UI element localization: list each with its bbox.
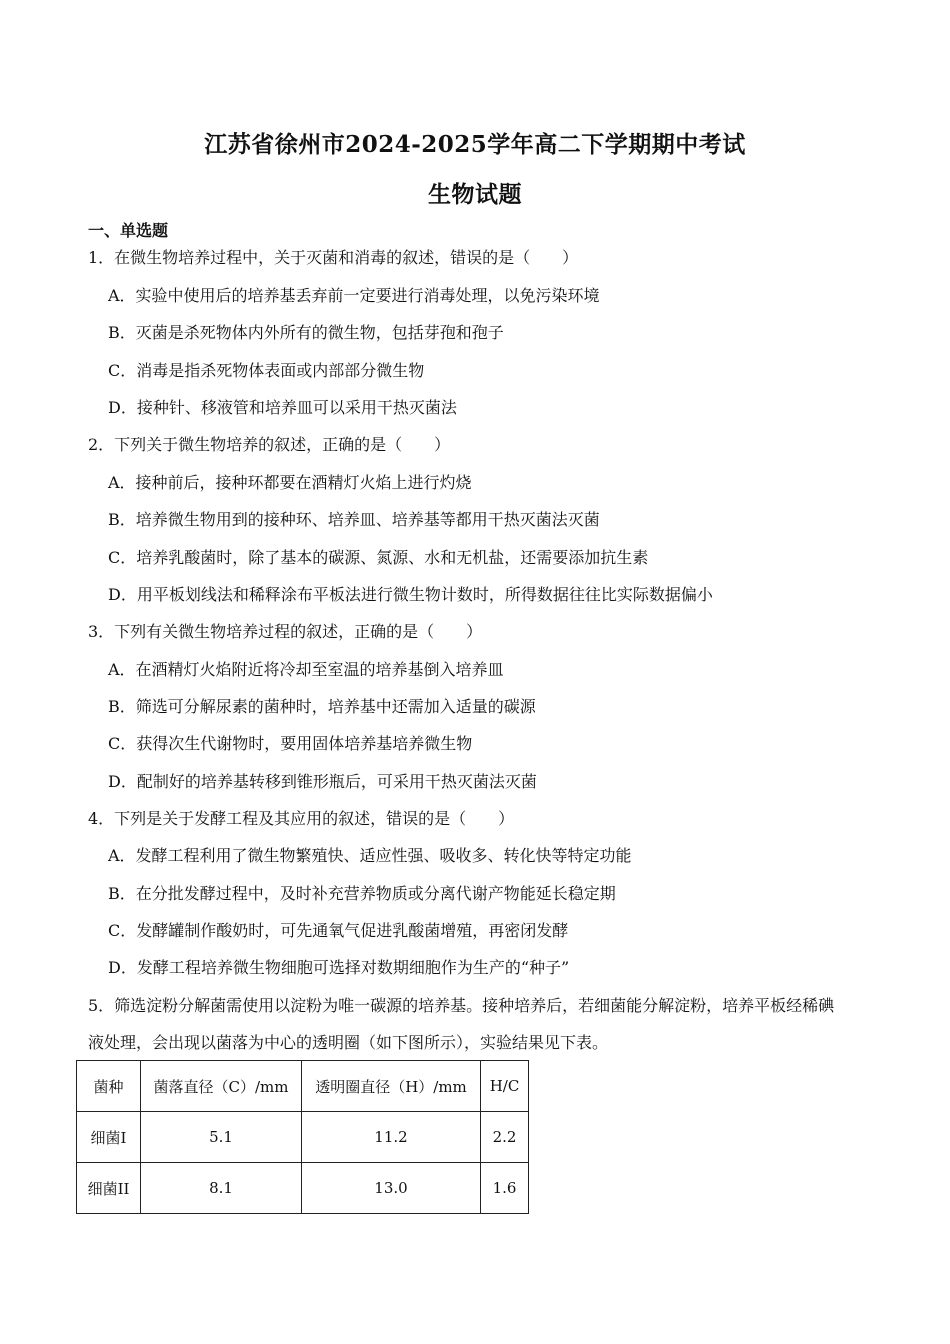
question-3-option-c: C．获得次生代谢物时，要用固体培养基培养微生物 [108,734,473,753]
question-2-option-b: B．培养微生物用到的接种环、培养皿、培养基等都用干热灭菌法灭菌 [108,510,600,529]
table-header-cell: 菌种 [77,1061,141,1112]
question-4-option-c: C．发酵罐制作酸奶时，可先通氧气促进乳酸菌增殖，再密闭发酵 [108,921,569,940]
question-4-option-b: B．在分批发酵过程中，及时补充营养物质或分离代谢产物能延长稳定期 [108,884,616,903]
question-3-option-a: A．在酒精灯火焰附近将冷却至室温的培养基倒入培养皿 [108,660,504,679]
question-3-option-d: D．配制好的培养基转移到锥形瓶后，可采用干热灭菌法灭菌 [108,772,537,791]
table-header-row [77,1061,529,1112]
table-cell: 2.2 [481,1112,529,1163]
table-cell: 8.1 [141,1163,302,1214]
table-cell: 13.0 [302,1163,481,1214]
question-2-stem: 2．下列关于微生物培养的叙述，正确的是（ ） [88,435,451,454]
table-header-cell: 菌落直径（C）/mm [141,1061,302,1112]
question-1-stem: 1．在微生物培养过程中，关于灭菌和消毒的叙述，错误的是（ ） [88,248,579,267]
table-row [77,1112,529,1163]
question-1-option-b: B．灭菌是杀死物体内外所有的微生物，包括芽孢和孢子 [108,323,504,342]
question-4-option-d: D．发酵工程培养微生物细胞可选择对数期细胞作为生产的“种子” [108,958,570,977]
question-2-option-d: D．用平板划线法和稀释涂布平板法进行微生物计数时，所得数据往往比实际数据偏小 [108,585,713,604]
table-header-cell: H/C [481,1061,529,1112]
question-4-stem: 4．下列是关于发酵工程及其应用的叙述，错误的是（ ） [88,809,515,828]
question-2-option-c: C．培养乳酸菌时，除了基本的碳源、氮源、水和无机盐，还需要添加抗生素 [108,548,649,567]
question-3-option-b: B．筛选可分解尿素的菌种时，培养基中还需加入适量的碳源 [108,697,536,716]
question-5-stem-line2: 液处理，会出现以菌落为中心的透明圈（如下图所示），实验结果见下表。 [88,1033,609,1052]
table-cell: 细菌I [77,1112,141,1163]
section-heading: 一、单选题 [88,221,169,240]
results-table [76,1060,529,1214]
table-row [77,1163,529,1214]
document-title: 江苏省徐州市2024-2025学年高二下学期期中考试 [204,131,746,158]
question-1-option-c: C．消毒是指杀死物体表面或内部部分微生物 [108,361,425,380]
question-1-option-d: D．接种针、移液管和培养皿可以采用干热灭菌法 [108,398,457,417]
table-cell: 11.2 [302,1112,481,1163]
table-cell: 5.1 [141,1112,302,1163]
question-5-stem-line1: 5．筛选淀粉分解菌需使用以淀粉为唯一碳源的培养基。接种培养后，若细菌能分解淀粉，培养平板经稀碘 [88,996,835,1015]
table-header-cell: 透明圈直径（H）/mm [302,1061,481,1112]
question-3-stem: 3．下列有关微生物培养过程的叙述，正确的是（ ） [88,622,483,641]
question-2-option-a: A．接种前后，接种环都要在酒精灯火焰上进行灼烧 [108,473,472,492]
document-subtitle: 生物试题 [428,181,522,208]
table-cell: 细菌II [77,1163,141,1214]
question-1-option-a: A．实验中使用后的培养基丢弃前一定要进行消毒处理，以免污染环境 [108,286,600,305]
question-4-option-a: A．发酵工程利用了微生物繁殖快、适应性强、吸收多、转化快等特定功能 [108,846,632,865]
table-cell: 1.6 [481,1163,529,1214]
